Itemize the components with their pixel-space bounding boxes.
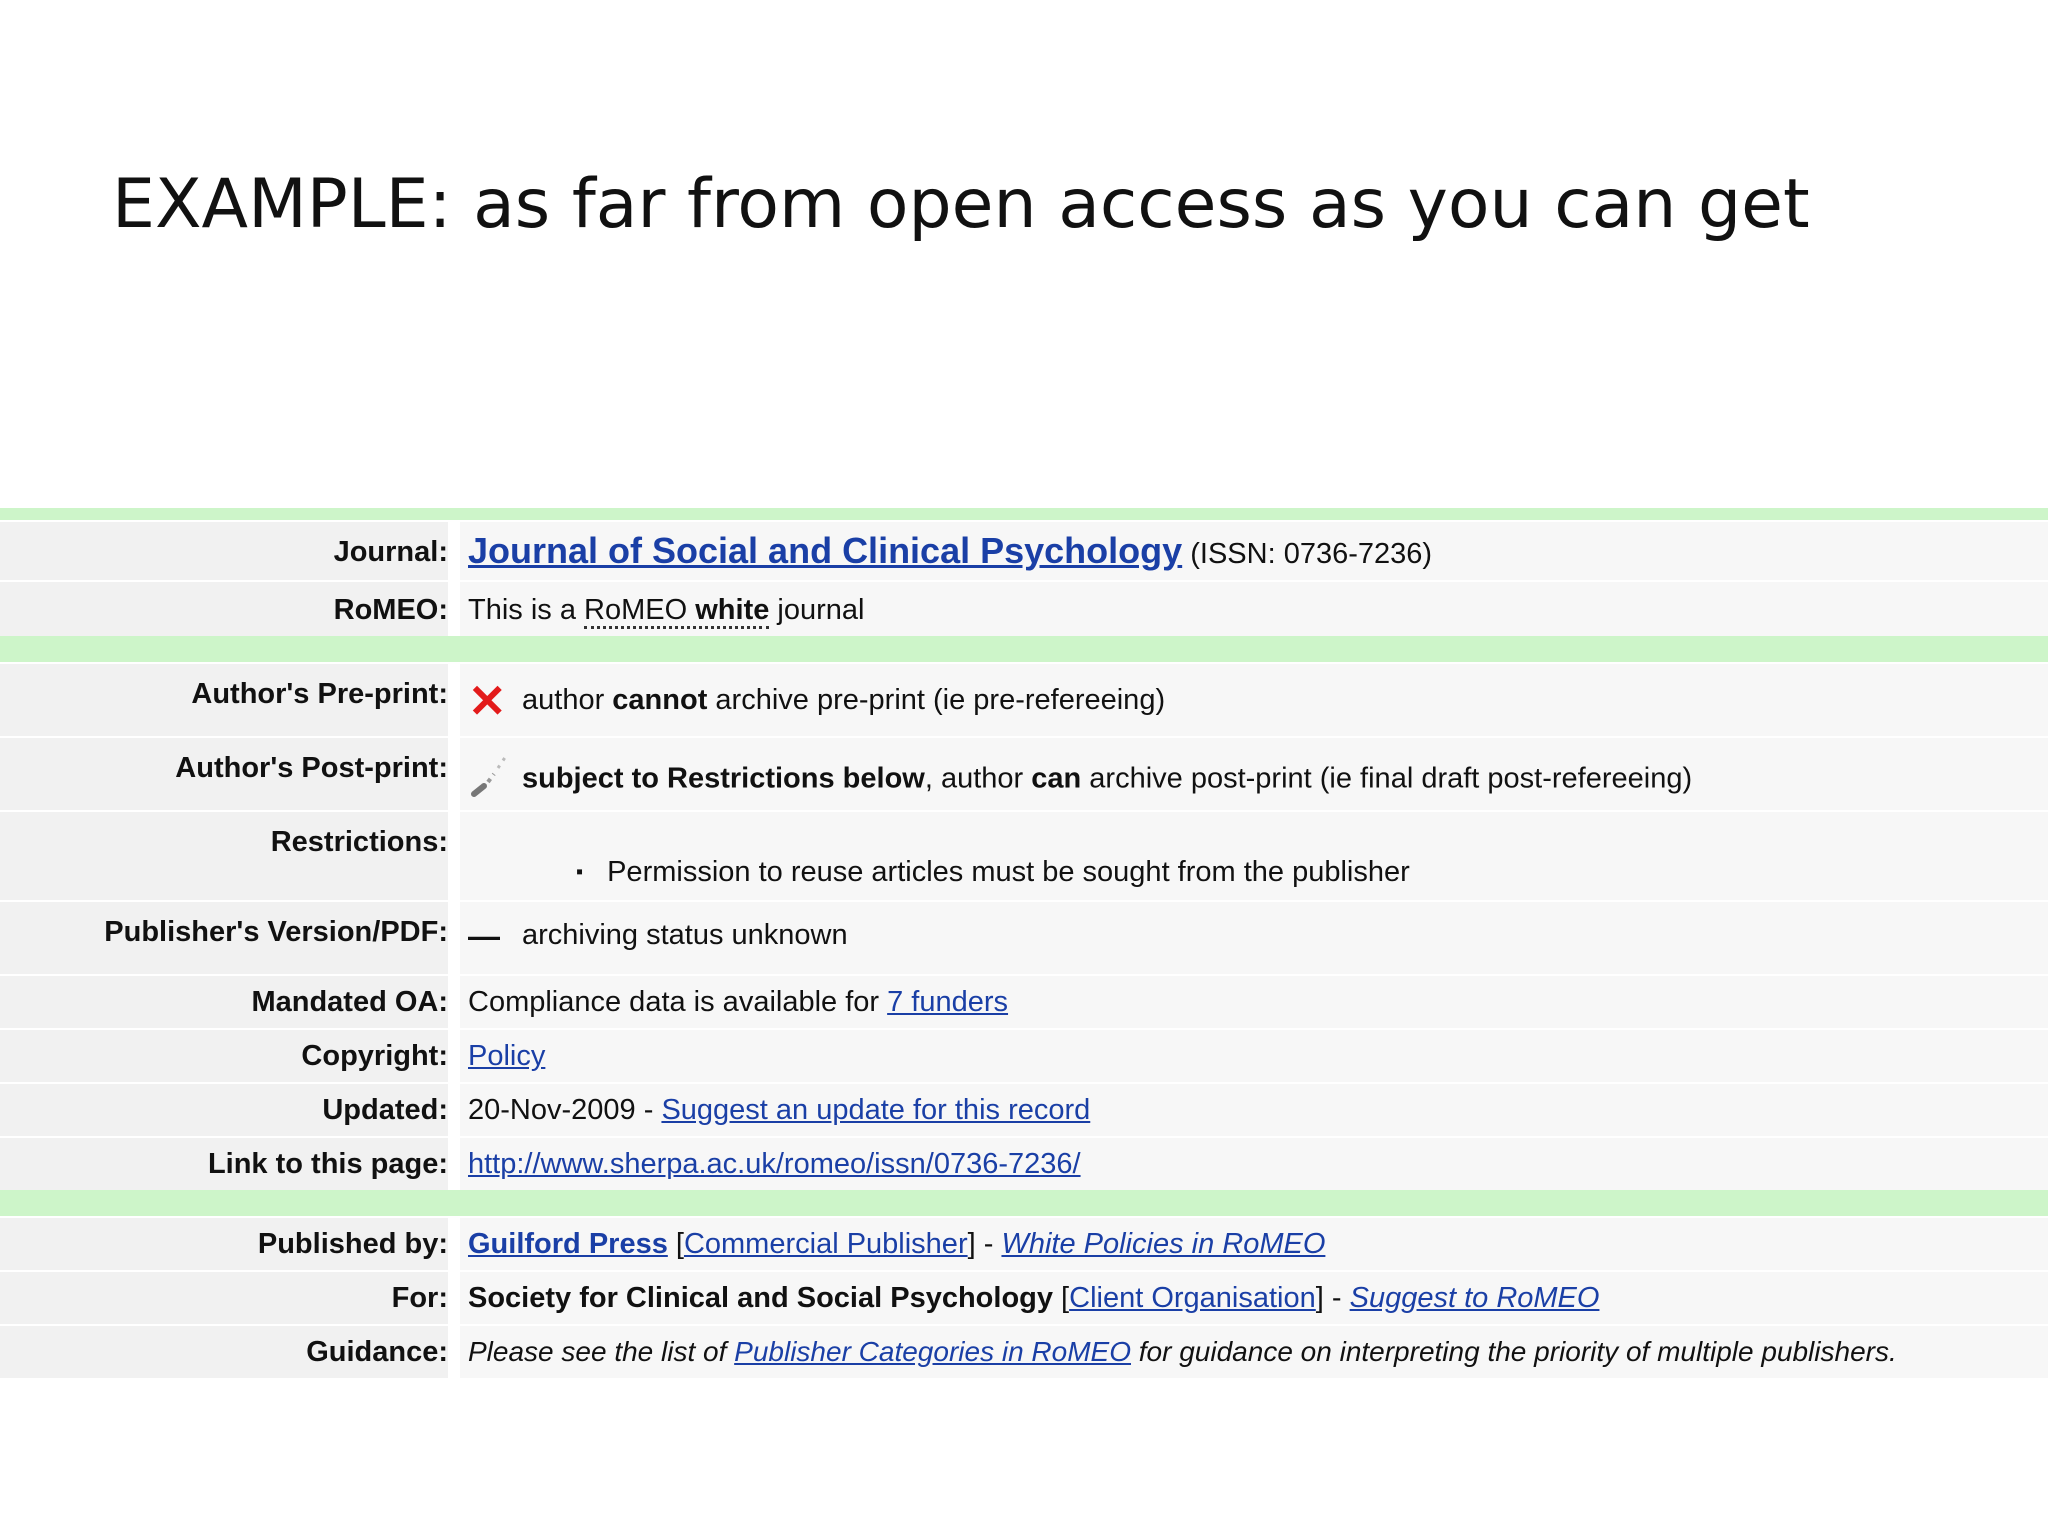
published-by-value: Guilford Press [Commercial Publisher] - White Policies in RoMEO xyxy=(460,1218,2048,1270)
link-to-page-label: Link to this page: xyxy=(0,1138,448,1190)
journal-row xyxy=(0,520,2048,580)
preprint-row xyxy=(0,662,2048,736)
publisher-category-link[interactable]: Commercial Publisher xyxy=(683,1228,968,1260)
preprint-value: ✕ author cannot archive pre-print (ie pre-refereeing) xyxy=(460,664,2048,736)
publisher-categories-link[interactable]: Publisher Categories in RoMEO xyxy=(734,1336,1131,1367)
postprint-label: Author's Post-print: xyxy=(0,738,448,810)
journal-link[interactable]: Journal of Social and Clinical Psychology xyxy=(468,530,1183,571)
guidance-row xyxy=(0,1324,2048,1378)
romeo-label: RoMEO: xyxy=(0,582,448,636)
suggest-to-romeo-link[interactable]: Suggest to RoMEO xyxy=(1349,1282,1600,1314)
white-policies-link[interactable]: White Policies in RoMEO xyxy=(1001,1228,1326,1260)
copyright-label: Copyright: xyxy=(0,1030,448,1082)
guidance-label: Guidance: xyxy=(0,1326,448,1378)
divider-middle xyxy=(0,636,2048,662)
romeo-row xyxy=(0,580,2048,636)
publisher-version-value: — archiving status unknown xyxy=(460,902,2048,974)
updated-row xyxy=(0,1082,2048,1136)
postprint-row xyxy=(0,736,2048,810)
postprint-value: subject to Restrictions below, author can archive post-print (ie final draft post-refereeing) xyxy=(460,738,2048,810)
page-url-link[interactable]: http://www.sherpa.ac.uk/romeo/issn/0736-7236/ xyxy=(468,1148,1081,1180)
updated-label: Updated: xyxy=(0,1084,448,1136)
copyright-row xyxy=(0,1028,2048,1082)
romeo-record-panel xyxy=(0,508,2048,1378)
divider-top xyxy=(0,508,2048,520)
guidance-value: Please see the list of Publisher Categories in RoMEO for guidance on interpreting the priority of multiple publishers. xyxy=(460,1326,2048,1378)
suggest-update-link[interactable]: Suggest an update for this record xyxy=(661,1094,1091,1126)
partial-check-icon xyxy=(468,752,522,808)
for-label: For: xyxy=(0,1272,448,1324)
client-organisation-link[interactable]: Client Organisation xyxy=(1069,1282,1316,1314)
mandated-label: Mandated OA: xyxy=(0,976,448,1028)
publisher-version-row xyxy=(0,900,2048,974)
romeo-colour-term[interactable]: RoMEO white xyxy=(584,594,769,629)
updated-value: 20-Nov-2009 - Suggest an update for this record xyxy=(460,1084,2048,1136)
organisation-name: Society for Clinical and Social Psychology xyxy=(468,1282,1053,1314)
restrictions-value xyxy=(460,812,2048,900)
mandated-row xyxy=(0,974,2048,1028)
dash-icon: — xyxy=(468,918,500,954)
for-row xyxy=(0,1270,2048,1324)
policy-link[interactable]: Policy xyxy=(468,1040,546,1072)
for-value: Society for Clinical and Social Psychology [Client Organisation] - Suggest to RoMEO xyxy=(460,1272,2048,1324)
copyright-value xyxy=(460,1030,2048,1082)
cross-icon: ✕ xyxy=(468,675,507,727)
link-to-page-value xyxy=(460,1138,2048,1190)
publisher-version-label: Publisher's Version/PDF: xyxy=(0,902,448,974)
restrictions-list xyxy=(468,856,2048,889)
preprint-label: Author's Pre-print: xyxy=(0,664,448,736)
journal-value xyxy=(460,522,2048,580)
restrictions-label: Restrictions: xyxy=(0,812,448,900)
mandated-value: Compliance data is available for 7 funders xyxy=(460,976,2048,1028)
restrictions-row xyxy=(0,810,2048,900)
funders-link[interactable]: 7 funders xyxy=(887,986,1009,1018)
list-item: ▪ Permission to reuse articles must be sought from the publisher xyxy=(576,856,2048,889)
journal-issn: (ISSN: 0736-7236) xyxy=(1190,538,1433,570)
link-to-page-row xyxy=(0,1136,2048,1190)
journal-label: Journal: xyxy=(0,522,448,580)
divider-bottom xyxy=(0,1190,2048,1216)
publisher-link[interactable]: Guilford Press xyxy=(468,1228,668,1260)
romeo-value: This is a RoMEO white journal xyxy=(460,582,2048,636)
published-by-row xyxy=(0,1216,2048,1270)
slide-title: EXAMPLE: as far from open access as you can get xyxy=(112,165,1810,244)
published-by-label: Published by: xyxy=(0,1218,448,1270)
